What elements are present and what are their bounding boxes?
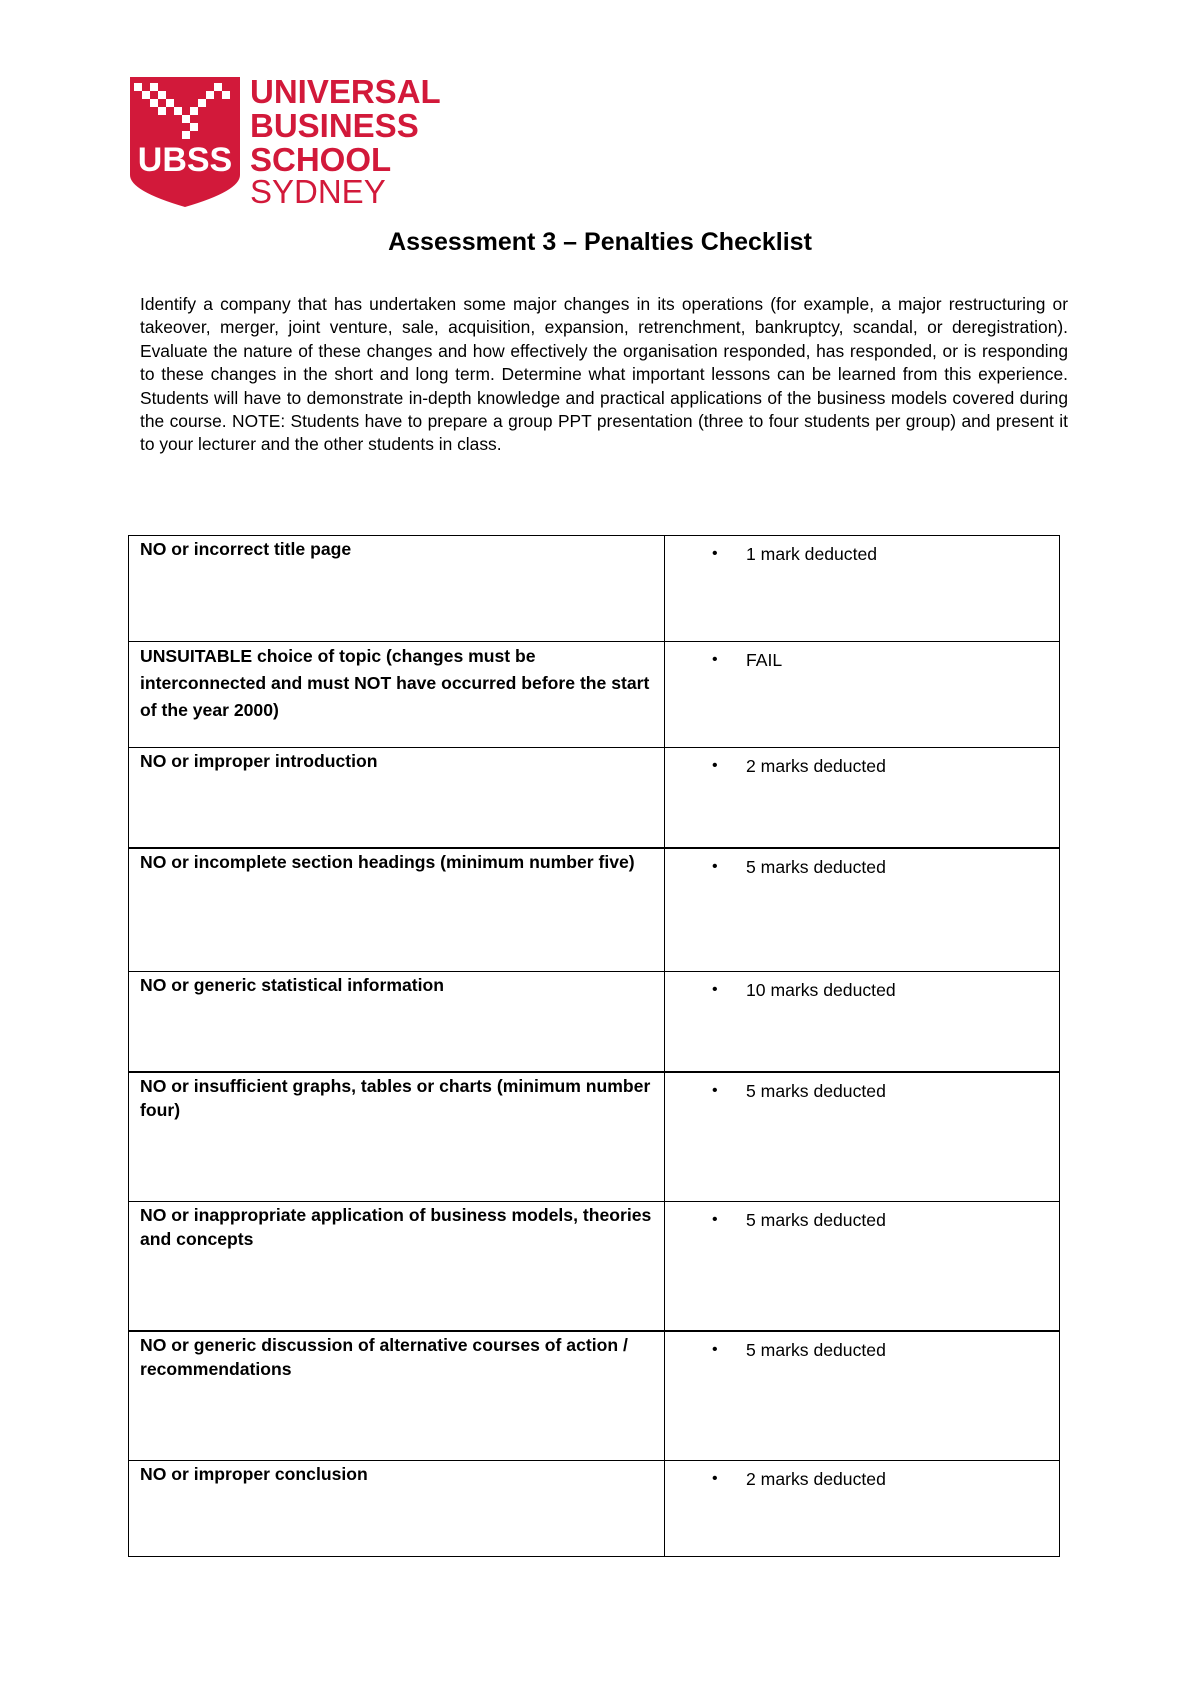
penalty-cell <box>665 1202 1060 1331</box>
penalty-cell <box>665 748 1060 848</box>
bullet-icon: • <box>712 1340 718 1358</box>
criterion-cell <box>129 1461 665 1557</box>
criterion-label: NO or incomplete section headings (minimum number five) <box>140 851 635 872</box>
penalty-label: FAIL <box>746 650 783 670</box>
table-row <box>129 1331 1060 1461</box>
logo-line-2: BUSINESS <box>250 107 419 144</box>
criterion-cell <box>129 972 665 1072</box>
criterion-cell <box>129 536 665 642</box>
bullet-icon: • <box>712 1081 718 1099</box>
intro-paragraph <box>140 293 1068 457</box>
criterion-label: NO or inappropriate application of business models, theories and concepts <box>140 1205 652 1249</box>
penalty-cell <box>665 642 1060 748</box>
criterion-cell <box>129 748 665 848</box>
penalty-label: 2 marks deducted <box>746 756 886 776</box>
logo-line-1: UNIVERSAL <box>250 77 441 110</box>
criterion-cell <box>129 1072 665 1202</box>
penalty-label: 5 marks deducted <box>746 1210 886 1230</box>
penalty-cell <box>665 1461 1060 1557</box>
penalty-label: 5 marks deducted <box>746 1339 886 1360</box>
penalty-label: 5 marks deducted <box>746 1080 886 1101</box>
table-row <box>129 972 1060 1072</box>
logo-line-3: SCHOOL <box>250 141 392 178</box>
intro-text: Identify a company that has undertaken some major changes in its operations (for example, a major restructuring or takeover, merger, joint venture, sale, acquisition, expansion, retrenchment, bankruptcy, scandal, or deregistration). Evaluate the nature of these changes and how effectively the organisation responded, has responded, or is responding to these changes in the short and long term. Determine what important lessons can be learned from this experience. Students will have to demonstrate in-depth knowledge and practical applications of the business models covered during the course. NOTE: Students have to prepare a group PPT presentation (three to four students per group) and present it to your lecturer and the other students in class. <box>140 294 1068 455</box>
bullet-icon: • <box>712 857 718 875</box>
bullet-icon: • <box>712 757 718 774</box>
bullet-icon: • <box>712 651 718 668</box>
penalty-label: 1 mark deducted <box>746 544 878 564</box>
page-title: Assessment 3 – Penalties Checklist <box>388 228 812 256</box>
penalty-cell <box>665 536 1060 642</box>
table-row <box>129 1202 1060 1331</box>
ubss-logo <box>130 77 450 207</box>
table-row <box>129 848 1060 972</box>
penalty-cell <box>665 972 1060 1072</box>
penalty-cell <box>665 1072 1060 1202</box>
penalty-label: 5 marks deducted <box>746 856 886 877</box>
table-row <box>129 1461 1060 1557</box>
table-row <box>129 748 1060 848</box>
penalty-label: 2 marks deducted <box>746 1469 886 1489</box>
criterion-label: NO or incorrect title page <box>140 539 352 559</box>
criterion-label: NO or generic discussion of alternative courses of action / recommendations <box>140 1334 628 1379</box>
penalty-label: 10 marks deducted <box>746 980 896 1000</box>
criterion-label: NO or improper conclusion <box>140 1464 368 1484</box>
bullet-icon: • <box>712 1470 718 1487</box>
criterion-cell <box>129 1331 665 1461</box>
criterion-label-rest: choice of topic (changes must be interconnected and must NOT have occurred before the start of the year 2000) <box>140 646 650 720</box>
penalties-table <box>128 535 1060 1557</box>
logo-badge-text: UBSS <box>137 141 233 179</box>
criterion-label-bold: UNSUITABLE <box>140 646 253 666</box>
table-row <box>129 536 1060 642</box>
table-row <box>129 1072 1060 1202</box>
criterion-cell <box>129 642 665 748</box>
table-row <box>129 642 1060 748</box>
bullet-icon: • <box>712 981 718 998</box>
logo-line-4: SYDNEY <box>250 173 386 207</box>
bullet-icon: • <box>712 1211 718 1228</box>
criterion-label: NO or improper introduction <box>140 751 378 771</box>
criterion-cell <box>129 1202 665 1331</box>
criterion-cell <box>129 848 665 972</box>
penalty-cell <box>665 848 1060 972</box>
criterion-label: NO or insufficient graphs, tables or charts (minimum number four) <box>140 1075 651 1120</box>
bullet-icon: • <box>712 545 718 562</box>
criterion-label: NO or generic statistical information <box>140 975 445 995</box>
penalty-cell <box>665 1331 1060 1461</box>
